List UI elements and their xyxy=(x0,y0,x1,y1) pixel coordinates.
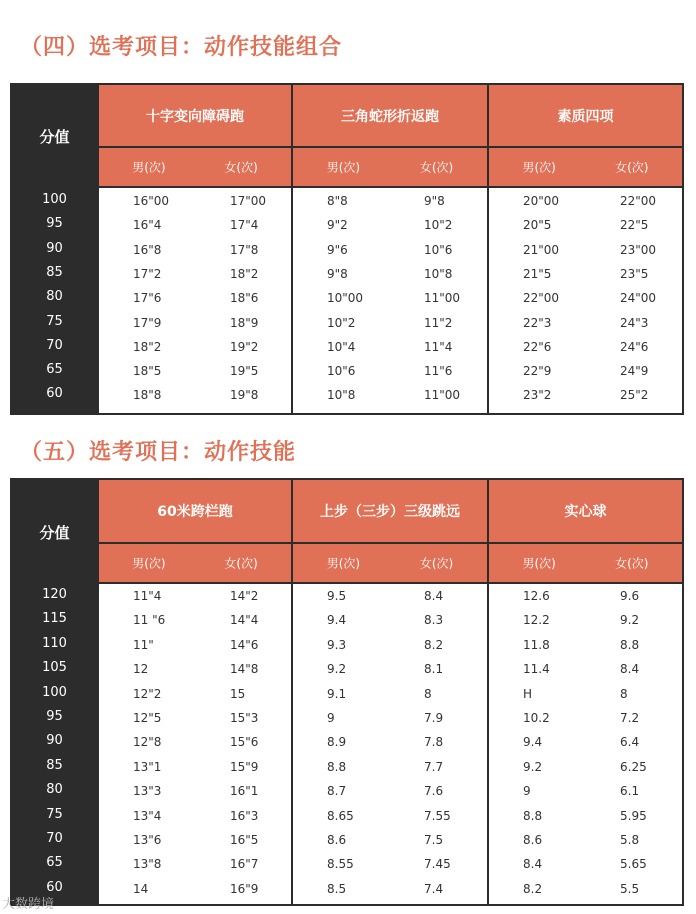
male-value: 10"00 xyxy=(327,291,364,306)
score-value: 110 xyxy=(42,635,67,651)
score-header: 分值 xyxy=(39,128,70,146)
male-value: 10"8 xyxy=(327,388,356,403)
female-value: 10"6 xyxy=(424,242,453,257)
female-value: 15"3 xyxy=(230,711,259,725)
male-value: 22"9 xyxy=(523,364,552,379)
female-value: 8.3 xyxy=(424,613,444,628)
male-value: 13"1 xyxy=(133,759,162,774)
male-value: 11 "6 xyxy=(133,613,166,628)
male-value: 8.65 xyxy=(327,808,354,823)
female-value: 16"9 xyxy=(230,881,259,896)
female-value: 7.55 xyxy=(424,808,451,823)
female-value: 23"00 xyxy=(620,242,657,257)
group-column xyxy=(291,480,487,904)
score-value: 90 xyxy=(46,733,63,749)
male-value: 18"5 xyxy=(133,364,162,379)
male-header: 男(次) xyxy=(326,556,361,571)
score-value: 65 xyxy=(46,362,63,378)
female-value: 16"7 xyxy=(230,857,259,872)
female-value: 11"6 xyxy=(424,364,453,379)
male-value: 8.2 xyxy=(523,881,543,896)
female-value: 22"00 xyxy=(620,194,657,208)
female-value: 8.1 xyxy=(424,662,444,677)
male-value: 8.7 xyxy=(327,784,347,799)
score-column xyxy=(12,85,97,413)
female-value: 8.8 xyxy=(620,637,640,652)
male-value: 22"6 xyxy=(523,339,552,354)
male-value: 10"2 xyxy=(327,315,356,330)
male-value: 8.6 xyxy=(327,833,347,847)
male-value: 16"4 xyxy=(133,218,162,233)
score-header: 分值 xyxy=(39,523,70,542)
female-value: 8.2 xyxy=(424,637,444,652)
score-value: 85 xyxy=(46,264,63,280)
female-value: 7.4 xyxy=(424,881,444,896)
male-value: 20"00 xyxy=(523,194,560,208)
score-column xyxy=(12,480,97,904)
male-value: 8.5 xyxy=(327,881,347,896)
male-value: 12"5 xyxy=(133,711,162,725)
male-value: 20"5 xyxy=(523,218,552,233)
score-value: 70 xyxy=(46,337,63,353)
male-value: 11.4 xyxy=(523,662,550,677)
female-value: 17"4 xyxy=(230,218,259,233)
group-header: 三角蛇形折返跑 xyxy=(293,85,487,146)
group-column xyxy=(487,480,682,904)
female-value: 14"4 xyxy=(230,613,259,628)
score-value: 80 xyxy=(46,289,63,305)
female-value: 6.1 xyxy=(620,784,640,799)
female-header: 女(次) xyxy=(419,160,454,175)
female-value: 7.7 xyxy=(424,759,444,774)
female-value: 6.25 xyxy=(620,759,647,774)
male-value: 9.4 xyxy=(523,735,543,750)
female-value: 10"8 xyxy=(424,266,453,281)
score-value: 120 xyxy=(42,587,67,602)
group-header: 实心球 xyxy=(489,480,682,542)
male-value: 8"8 xyxy=(327,194,348,208)
female-value: 11"00 xyxy=(424,291,461,306)
group-column xyxy=(97,85,291,413)
score-value: 100 xyxy=(42,684,67,700)
male-value: 16"8 xyxy=(133,242,162,257)
female-value: 11"00 xyxy=(424,388,461,403)
male-value: 8.9 xyxy=(327,735,347,750)
score-value: 90 xyxy=(46,240,63,256)
male-header: 男(次) xyxy=(132,160,166,175)
watermark: 大数跨境 xyxy=(2,897,55,912)
female-value: 5.8 xyxy=(620,833,640,847)
female-value: 25"2 xyxy=(620,388,649,403)
male-value: 17"9 xyxy=(133,315,162,330)
female-value: 5.5 xyxy=(620,881,640,896)
female-value: 7.45 xyxy=(424,857,451,872)
female-value: 15"9 xyxy=(230,759,259,774)
group-header: 60米跨栏跑 xyxy=(99,480,291,542)
female-value: 7.2 xyxy=(620,711,640,725)
female-value: 14"2 xyxy=(230,589,259,603)
female-header: 女(次) xyxy=(615,556,649,571)
score-value: 85 xyxy=(46,757,63,773)
female-value: 7.6 xyxy=(424,784,444,799)
male-value: 8.4 xyxy=(523,857,543,872)
male-value: 9.5 xyxy=(327,589,347,603)
female-value: 19"8 xyxy=(230,388,259,403)
score-value: 70 xyxy=(46,831,63,846)
male-header: 男(次) xyxy=(522,160,556,175)
female-value: 7.5 xyxy=(424,833,444,847)
female-value: 18"6 xyxy=(230,291,259,306)
male-value: 12"2 xyxy=(133,686,162,701)
male-value: 12"8 xyxy=(133,735,162,750)
group-column xyxy=(97,480,291,904)
male-value: 22"3 xyxy=(523,315,552,330)
score-value: 80 xyxy=(46,782,63,798)
score-value: 75 xyxy=(46,313,63,329)
male-value: 17"6 xyxy=(133,291,162,306)
female-value: 5.65 xyxy=(620,857,647,872)
female-value: 5.95 xyxy=(620,808,647,823)
female-header: 女(次) xyxy=(419,556,454,571)
male-value: 9.4 xyxy=(327,613,347,628)
female-value: 16"5 xyxy=(230,833,259,847)
score-value: 105 xyxy=(42,660,67,676)
group-header: 十字变向障碍跑 xyxy=(99,85,291,146)
score-value: 95 xyxy=(46,216,63,232)
male-value: 10"4 xyxy=(327,339,356,354)
female-value: 6.4 xyxy=(620,735,640,750)
score-value: 95 xyxy=(46,709,63,724)
male-value: 13"3 xyxy=(133,784,162,799)
male-value: 9"8 xyxy=(327,266,348,281)
female-value: 14"8 xyxy=(230,662,259,677)
score-value: 75 xyxy=(46,806,63,822)
female-value: 14"6 xyxy=(230,637,259,652)
female-value: 15 xyxy=(230,686,246,701)
gender-header-row xyxy=(293,542,487,584)
female-value: 11"4 xyxy=(424,339,453,354)
male-value: 8.8 xyxy=(327,759,347,774)
male-value: 21"00 xyxy=(523,242,560,257)
female-value: 19"5 xyxy=(230,364,259,379)
male-value: 9.1 xyxy=(327,686,347,701)
male-value: 11"4 xyxy=(133,589,162,603)
male-header: 男(次) xyxy=(326,160,361,175)
male-value: 18"8 xyxy=(133,388,162,403)
male-header: 男(次) xyxy=(522,556,556,571)
male-value: 9"2 xyxy=(327,218,348,233)
score-value: 115 xyxy=(42,611,67,627)
female-value: 7.8 xyxy=(424,735,444,750)
male-value: 12.2 xyxy=(523,613,550,628)
female-value: 8 xyxy=(620,686,628,701)
female-value: 22"5 xyxy=(620,218,649,233)
score-value: 100 xyxy=(42,192,67,207)
female-value: 24"6 xyxy=(620,339,649,354)
male-value: 13"4 xyxy=(133,808,162,823)
group-column xyxy=(291,85,487,413)
gender-header-row xyxy=(99,146,291,188)
male-value: 13"6 xyxy=(133,833,162,847)
male-value: 12.6 xyxy=(523,589,550,603)
male-value: 12 xyxy=(133,662,149,677)
female-value: 9"8 xyxy=(424,194,445,208)
female-value: 18"2 xyxy=(230,266,259,281)
gender-header-row xyxy=(489,146,682,188)
table-section-4 xyxy=(10,83,684,415)
score-value: 60 xyxy=(46,386,63,402)
male-value: 10"6 xyxy=(327,364,356,379)
table-section-5 xyxy=(10,478,684,906)
male-value: 9"6 xyxy=(327,242,348,257)
male-value: 8.55 xyxy=(327,857,354,872)
female-value: 9.2 xyxy=(620,613,640,628)
female-value: 8.4 xyxy=(424,589,444,603)
female-value: 8 xyxy=(424,686,432,701)
section-5-title: （五）选考项目：动作技能 xyxy=(20,440,297,465)
female-value: 7.9 xyxy=(424,711,444,725)
male-value: 18"2 xyxy=(133,339,162,354)
female-value: 24"00 xyxy=(620,291,657,306)
male-value: H xyxy=(523,686,533,701)
male-value: 9.3 xyxy=(327,637,347,652)
male-value: 13"8 xyxy=(133,857,162,872)
female-value: 17"00 xyxy=(230,194,267,208)
female-value: 18"9 xyxy=(230,315,259,330)
male-value: 23"2 xyxy=(523,388,552,403)
section-4-title: （四）选考项目：动作技能组合 xyxy=(20,35,343,60)
female-value: 15"6 xyxy=(230,735,259,750)
male-header: 男(次) xyxy=(132,556,166,571)
gender-header-row xyxy=(489,542,682,584)
male-value: 9.2 xyxy=(327,662,347,677)
female-header: 女(次) xyxy=(224,556,258,571)
group-header: 素质四项 xyxy=(489,85,682,146)
male-value: 14 xyxy=(133,881,149,896)
female-header: 女(次) xyxy=(615,160,649,175)
male-value: 10.2 xyxy=(523,711,550,725)
female-value: 24"9 xyxy=(620,364,649,379)
male-value: 11.8 xyxy=(523,637,550,652)
female-value: 23"5 xyxy=(620,266,649,281)
gender-header-row xyxy=(99,542,291,584)
male-value: 17"2 xyxy=(133,266,162,281)
male-value: 16"00 xyxy=(133,194,170,208)
male-value: 11" xyxy=(133,637,154,652)
gender-header-row xyxy=(293,146,487,188)
male-value: 22"00 xyxy=(523,291,560,306)
female-value: 16"1 xyxy=(230,784,259,799)
group-header: 上步（三步）三级跳远 xyxy=(293,480,487,542)
male-value: 9 xyxy=(327,711,335,725)
score-value: 60 xyxy=(46,879,63,895)
female-value: 8.4 xyxy=(620,662,640,677)
male-value: 8.8 xyxy=(523,808,543,823)
female-value: 19"2 xyxy=(230,339,259,354)
female-value: 17"8 xyxy=(230,242,259,257)
female-value: 24"3 xyxy=(620,315,649,330)
male-value: 9 xyxy=(523,784,531,799)
female-header: 女(次) xyxy=(224,160,258,175)
female-value: 10"2 xyxy=(424,218,453,233)
male-value: 8.6 xyxy=(523,833,543,847)
male-value: 21"5 xyxy=(523,266,552,281)
score-value: 65 xyxy=(46,855,63,871)
group-column xyxy=(487,85,682,413)
female-value: 9.6 xyxy=(620,589,640,603)
female-value: 16"3 xyxy=(230,808,259,823)
male-value: 9.2 xyxy=(523,759,543,774)
female-value: 11"2 xyxy=(424,315,453,330)
